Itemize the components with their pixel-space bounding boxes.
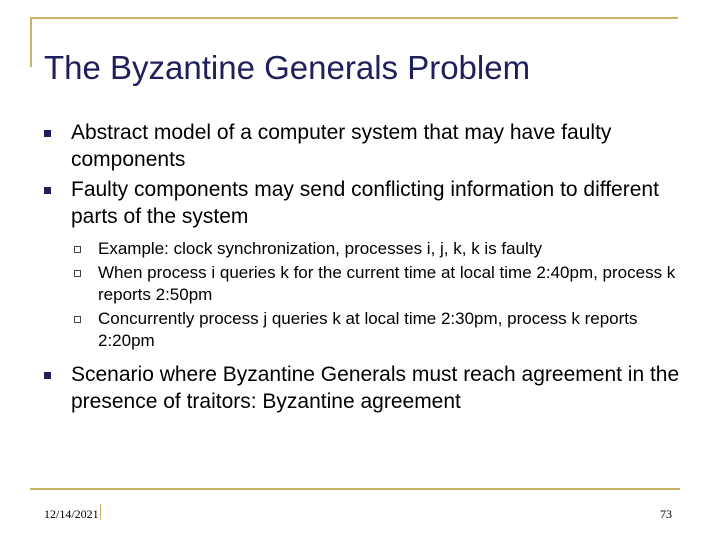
page-number: 73 [660,507,672,521]
bullet-text: Abstract model of a computer system that may have faulty components [71,121,612,171]
bullet-item-abstract-model [40,119,680,173]
sub-bullet-item-process-i [71,262,680,306]
hollow-square-bullet-icon [74,270,81,277]
footer-date: 12/14/2021 [44,507,99,521]
square-bullet-icon [44,130,51,137]
sub-bullet-item-process-j [71,308,680,352]
bullet-item-faulty-components [40,176,680,352]
frame-bottom-line [30,488,680,490]
frame-left-line [30,17,32,67]
frame-top-line [30,17,678,19]
bullet-text: Faulty components may send conflicting information to different parts of the system [71,178,659,228]
footer-separator [100,504,101,520]
square-bullet-icon [44,372,51,379]
sub-bullet-text: Concurrently process j queries k at local time 2:30pm, process k reports 2:20pm [98,309,638,350]
slide-title: The Byzantine Generals Problem [44,49,531,86]
sub-bullet-item-example [71,238,680,260]
bullet-text: Scenario where Byzantine Generals must reach agreement in the presence of traitors: Byzantine agreement [71,363,680,413]
sub-bullet-list [71,238,680,352]
sub-bullet-text: When process i queries k for the current time at local time 2:40pm, process k reports 2:50pm [98,263,676,304]
square-bullet-icon [44,187,51,194]
bullet-item-scenario [40,361,680,415]
hollow-square-bullet-icon [74,316,81,323]
bullet-list [40,119,680,415]
hollow-square-bullet-icon [74,246,81,253]
sub-bullet-text: Example: clock synchronization, processes i, j, k, k is faulty [98,239,543,258]
slide-content [40,119,680,418]
